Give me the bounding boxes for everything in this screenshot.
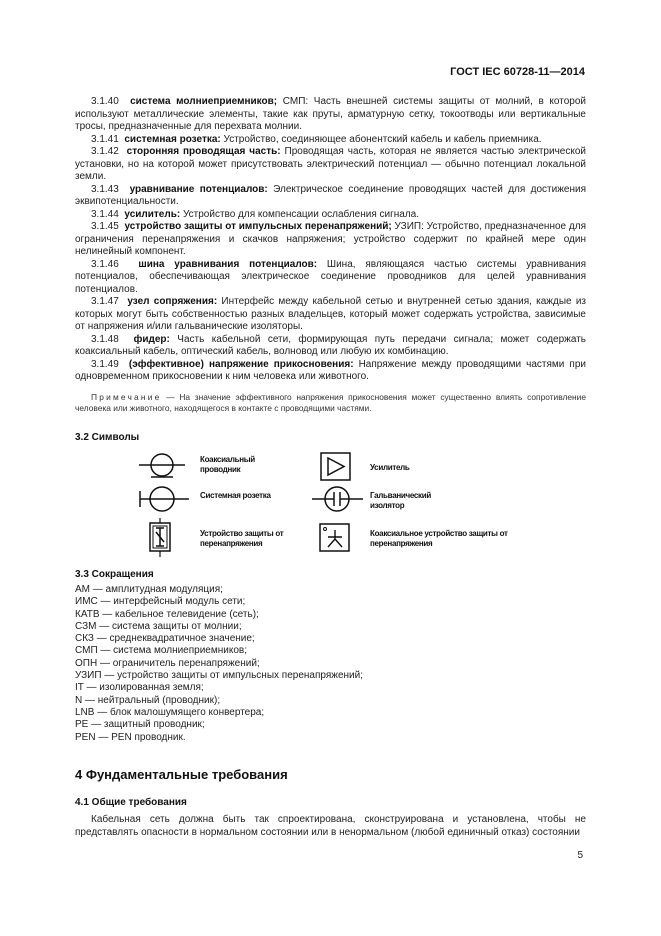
- abbreviation-item: АМ — амплитудная модуляция;: [75, 584, 223, 595]
- document-header: ГОСТ IEC 60728-11—2014: [450, 66, 585, 78]
- definition-item: [75, 146, 586, 184]
- definition-item: [75, 296, 586, 334]
- coaxial-conductor-icon: [135, 452, 190, 482]
- def-term: системная розетка:: [124, 133, 221, 145]
- def-term: уравнивание потенциалов:: [129, 183, 268, 195]
- symbol-label: Усилитель: [370, 463, 410, 472]
- definition-item: [75, 134, 586, 147]
- def-text: СМП: Часть внешней системы защиты от молний, в которой используют металлические элементы, такие как пруты, арматурную сетку, токоотводы или вертикальные тросы, предназначенные для перехвата молнии.: [75, 96, 587, 132]
- def-number: 3.1.49: [91, 358, 119, 370]
- definition-item: [75, 259, 586, 297]
- system-outlet-icon: [137, 484, 192, 514]
- def-number: 3.1.47: [91, 296, 119, 307]
- def-term: система молниеприемников;: [130, 96, 278, 107]
- symbols-heading: 3.2 Символы: [75, 432, 140, 443]
- definition-item: [75, 221, 586, 259]
- abbreviation-item: ОПН — ограничитель перенапряжений;: [75, 657, 260, 669]
- def-number: 3.1.43: [91, 183, 119, 195]
- abbreviation-item: СМП — система молниеприемников;: [75, 645, 247, 657]
- abbreviation-item: СКЗ — среднеквадратичное значение;: [75, 633, 255, 645]
- def-text: Интерфейс между кабельной сетью и внутренней сетью здания, каждые из которых могут быть собственностью разных владельцев, который может содержать устройства, зависимые от напряжения и/или гальванические изоляторы.: [75, 296, 586, 332]
- def-term: шина уравнивания потенциалов:: [138, 258, 318, 270]
- def-term: устройство защиты от импульсных перенапряжений;: [124, 221, 392, 232]
- def-text: Напряжение между проводящими частями при одновременном прикосновении к ним человека или животного.: [75, 358, 586, 382]
- abbreviation-item: УЗИП — устройство защиты от импульсных перенапряжений;: [75, 670, 363, 682]
- section-4-1-body: [75, 814, 586, 839]
- def-text: УЗИП: Устройство, предназначенное для ограничения перенапряжения и скачков напряжения; устройство содержит по крайней мере один нелинейный компонент.: [75, 221, 587, 257]
- def-term: (эффективное) напряжение прикосновения:: [128, 358, 354, 370]
- symbol-label: Устройство защиты от перенапряжения: [200, 529, 284, 548]
- abbreviation-item: LNB — блок малошумящего конвертера;: [75, 706, 265, 718]
- def-number: 3.1.41: [91, 133, 119, 145]
- symbol-label: Системная розетка: [200, 491, 271, 500]
- def-term: узел сопряжения:: [127, 296, 218, 307]
- note: [75, 392, 586, 415]
- abbreviation-item: PE — защитный проводник;: [75, 719, 205, 731]
- section-4-1-heading: 4.1 Общие требования: [75, 797, 187, 808]
- definition-item: [75, 184, 586, 209]
- paragraph: Кабельная сеть должна быть так спроектирована, сконструирована и установлена, чтобы не представлять опасности в нормальном состоянии или в ненормальном (любой единичный отказ) состоянии: [75, 814, 586, 838]
- def-text: Устройство, соединяющее абонентский кабель и кабель приемника.: [220, 133, 542, 145]
- def-number: 3.1.46: [91, 258, 119, 270]
- page-number: 5: [577, 850, 583, 861]
- abbreviation-item: КАТВ — кабельное телевидение (сеть);: [75, 608, 259, 620]
- surge-protector-icon: [148, 518, 172, 558]
- def-text: Шина, являющаяся частью системы уравнивания потенциалов, обеспечивающая электрическое соединение проводников для целей уравнивания потенциалов.: [75, 258, 586, 295]
- def-term: сторонняя проводящая часть:: [126, 146, 281, 157]
- abbreviations-list: [75, 584, 363, 744]
- note-text: — На значение эффективного напряжения прикосновения может существенно влиять сопротивление человека или животного, находящегося в контакте с проводящими частями.: [75, 391, 586, 413]
- abbreviations-heading: 3.3 Сокращения: [75, 569, 154, 580]
- def-number: 3.1.42: [91, 146, 119, 157]
- definition-item: [75, 334, 586, 359]
- definitions-list: [75, 96, 586, 415]
- galvanic-isolator-icon: [310, 484, 365, 514]
- abbreviation-item: СЗМ — система защиты от молнии;: [75, 620, 242, 632]
- def-text: Устройство для компенсации ослабления сигнала.: [180, 208, 420, 220]
- def-text: Часть кабельной сети, формирующая путь передачи сигнала; может содержать коаксиальный кабель, оптический кабель, волновод или любую их комбинацию.: [75, 333, 586, 357]
- section-4-heading: 4 Фундаментальные требования: [75, 767, 288, 782]
- coaxial-surge-protector-icon: [319, 523, 351, 553]
- def-term: усилитель:: [124, 208, 181, 220]
- abbreviation-item: PEN — PEN проводник.: [75, 731, 186, 743]
- def-text: Электрическое соединение проводящих частей для достижения эквипотенциальности.: [75, 183, 586, 207]
- note-label: Примечание: [91, 391, 162, 402]
- definition-item: [75, 359, 586, 384]
- def-number: 3.1.48: [91, 333, 119, 345]
- abbreviation-item: IT — изолированная земля;: [75, 682, 204, 694]
- def-number: 3.1.45: [91, 221, 119, 232]
- symbol-label: Коаксиальное устройство защиты от перенапряжения: [370, 529, 508, 548]
- def-number: 3.1.40: [91, 96, 119, 107]
- def-term: фидер:: [133, 333, 170, 345]
- symbol-label: Коаксиальный проводник: [200, 455, 255, 474]
- abbreviation-item: ИМС — интерфейсный модуль сети;: [75, 596, 246, 608]
- symbol-label: Гальванический изолятор: [370, 491, 431, 510]
- amplifier-icon: [320, 452, 352, 482]
- definition-item: [75, 96, 586, 134]
- def-number: 3.1.44: [91, 208, 119, 220]
- def-text: Проводящая часть, которая не является частью электрической установки, но на которой может присутствовать электрический потенциал — обычно потенциал локальной земли.: [75, 146, 586, 182]
- abbreviation-item: N — нейтральный (проводник);: [75, 694, 221, 706]
- definition-item: [75, 209, 586, 222]
